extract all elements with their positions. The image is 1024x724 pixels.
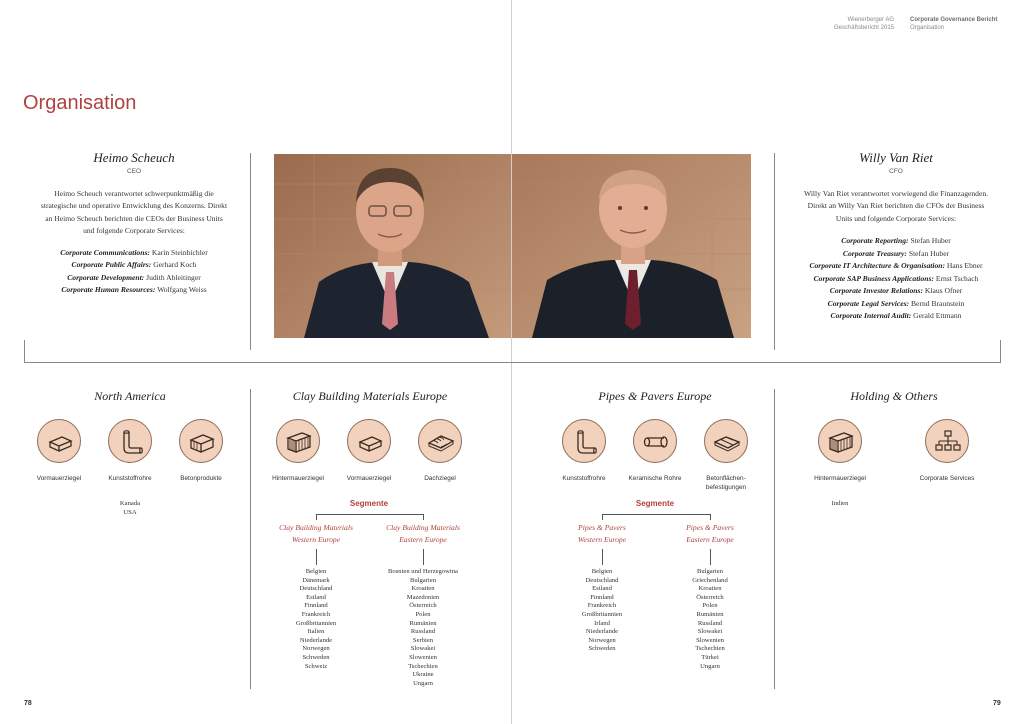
list-item: Belgien [305,568,327,575]
ceo-service-row: Corporate Human Resources: Wolfgang Weiss [61,285,207,295]
frame-rule-left [24,340,25,363]
list-item: Serbien [412,636,434,644]
holding-countries [800,500,880,509]
list-item: Frankreich [587,602,617,610]
list-item: Slowenien [696,636,724,644]
cfo-role: CFO [889,168,903,175]
ceramic-pipe-icon [633,419,677,463]
page-number-right: 79 [993,700,1001,707]
cfo-service-row: Corporate Investor Relations: Klaus Ofner [829,286,963,296]
list-item: USA [123,508,137,516]
page-number-left: 78 [24,700,32,707]
section-title-holding: Holding & Others [850,389,938,403]
list-item: Norwegen [302,645,330,653]
list-item: Tschechien [695,645,725,653]
list-item: Irland [594,619,610,627]
clay-west-countries [266,568,366,671]
cfo-block [778,150,1014,323]
list-item: Kroatien [411,585,435,593]
list-item: Deutschland [299,585,333,593]
product-label: Kunststoffrohre [108,475,152,482]
ceo-name: Heimo Scheuch [93,150,175,165]
list-item: Slowenien [409,653,437,661]
frame-rule-right [1000,340,1001,363]
list-item: Kanada [119,500,141,507]
cfo-service-row: Corporate Treasury: Stefan Huber [842,248,950,258]
page-title: Organisation [23,92,137,114]
cfo-service-row: Corporate IT Architecture & Organisation: Hans Ebner [809,261,983,271]
product-label: Vormauerziegel [36,475,82,482]
list-item: Russland [697,619,723,627]
cfo-divider [774,153,775,350]
list-item: Großbritannien [295,619,337,627]
segment-rule [316,514,423,515]
segment-title-pipes-west: Pipes & Pavers Western Europe [577,523,627,544]
section-title-clay: Clay Building Materials Europe [292,389,448,403]
list-item: Bulgarien [409,576,436,584]
list-item: Tschechien [408,662,438,670]
list-item: Ungarn [413,679,433,687]
segment-title-clay-east: Clay Building Materials Eastern Europe [386,523,460,544]
list-item: Großbritannien [581,610,623,618]
ceo-service-row: Corporate Communications: Karin Steinbichler [60,247,208,257]
cfo-photo [512,154,751,338]
list-item: Österreich [696,593,724,601]
segment-rule [710,549,711,565]
ceo-block [24,150,244,297]
cfo-services [778,235,1014,323]
list-item: Schweiz [304,662,328,670]
pipes-west-countries [552,568,652,654]
list-item: Niederlande [299,636,333,644]
segment-rule [423,549,424,565]
list-item: Polen [415,610,431,618]
cfo-service-row: Corporate Reporting: Stefan Huber [841,236,951,246]
ceo-services [24,247,244,297]
list-item: Bulgarien [696,568,723,575]
cfo-service-row: Corporate SAP Business Applications: Ernst Tschach [813,273,979,283]
product-label: Hintermauerziegel [272,475,324,482]
hollow-block-icon [276,419,320,463]
list-item: Russland [410,628,436,636]
list-item: Griechenland [692,576,728,584]
ceo-service-row: Corporate Public Affairs: Gerhard Koch [71,260,197,270]
ceo-photo [274,154,511,338]
list-item: Indien [831,500,849,507]
header-company: Wienerberger AG Geschäftsbericht 2015 [833,17,894,31]
list-item: Norwegen [588,636,616,644]
ceo-description: Heimo Scheuch verantwortet schwerpunktmäßig die strategische und operative Entwicklung des Konzerns. Direkt an Heimo Scheuch berichten die CEOs der Business Units und folgende Corporate Services: [40,189,228,236]
ceo-divider [250,153,251,350]
product-label: Vormauerziegel [346,475,392,482]
segment-rule [602,514,603,520]
list-item: Rumänien [696,610,724,618]
list-item: Rumänien [409,619,437,627]
list-item: Deutschland [585,576,619,584]
list-item: Mazedonien [406,593,440,601]
list-item: Ungarn [700,662,720,670]
list-item: Finnland [304,602,328,610]
product-label: Kunststoffrohre [562,475,606,482]
list-item: Italien [307,628,325,636]
org-chart-icon [925,419,969,463]
plastic-pipe-icon [108,419,152,463]
list-item: Frankreich [301,610,331,618]
list-item: Kroatien [698,585,722,593]
cfo-service-row: Corporate Legal Services: Bernd Braunstein [827,298,965,308]
list-item: Ukraine [412,671,434,679]
list-item: Dänemark [302,576,330,584]
segment-rule [602,549,603,565]
north-america-countries [90,500,170,517]
clay-east-countries [373,568,473,688]
list-item: Finnland [590,593,614,601]
list-item: Schweden [302,653,330,661]
list-item: Slowakei [697,628,723,636]
list-item: Estland [592,585,612,593]
product-label: Betonflächen- befestigungen [705,475,747,491]
list-item: Polen [702,602,718,610]
list-item: Estland [306,593,326,601]
ceo-role: CEO [126,168,142,175]
single-brick-icon [37,419,81,463]
list-item: Schweden [588,645,616,653]
segment-rule [423,514,424,520]
list-item: Slowakei [410,645,436,653]
list-item: Österreich [409,602,437,610]
section-title-pipes: Pipes & Pavers Europe [598,389,712,403]
pipes-east-countries [660,568,760,671]
product-label: Hintermauerziegel [814,475,866,482]
segment-label: Segmente [349,499,389,508]
cfo-name: Willy Van Riet [859,150,933,165]
frame-rule-bottom [24,362,1001,363]
section-title-north-america: North America [94,389,166,403]
concrete-block-icon [179,419,223,463]
list-item: Belgien [591,568,613,575]
list-item: Türkei [701,653,719,661]
product-label: Corporate Services [919,475,975,482]
product-label: Dachziegel [424,475,456,482]
cfo-description: Willy Van Riet verantwortet vorwiegend die Finanzagenden. Direkt an Willy Van Riet berichten die CFOs der Business Units und folgende Corporate Services: [803,189,989,223]
paver-icon [704,419,748,463]
segment-title-clay-west: Clay Building Materials Western Europe [279,523,353,544]
header-section: Corporate Governance Bericht Organisation [910,17,998,31]
roof-tile-icon [418,419,462,463]
ceo-service-row: Corporate Development: Judith Ableitinger [67,272,201,282]
segment-label: Segmente [635,499,675,508]
cfo-service-row: Corporate Internal Audit: Gerald Ettmann [830,311,962,321]
single-brick-icon [347,419,391,463]
segment-title-pipes-east: Pipes & Pavers Eastern Europe [686,523,734,544]
product-label: Keramische Rohre [628,475,682,482]
list-item: Bosnien und Herzegowina [388,568,458,575]
segment-rule [602,514,710,515]
product-label: Betonprodukte [180,475,222,482]
hollow-block-icon [818,419,862,463]
segment-rule [316,549,317,565]
segment-rule [710,514,711,520]
segment-rule [316,514,317,520]
plastic-pipe-icon [562,419,606,463]
list-item: Niederlande [585,628,619,636]
